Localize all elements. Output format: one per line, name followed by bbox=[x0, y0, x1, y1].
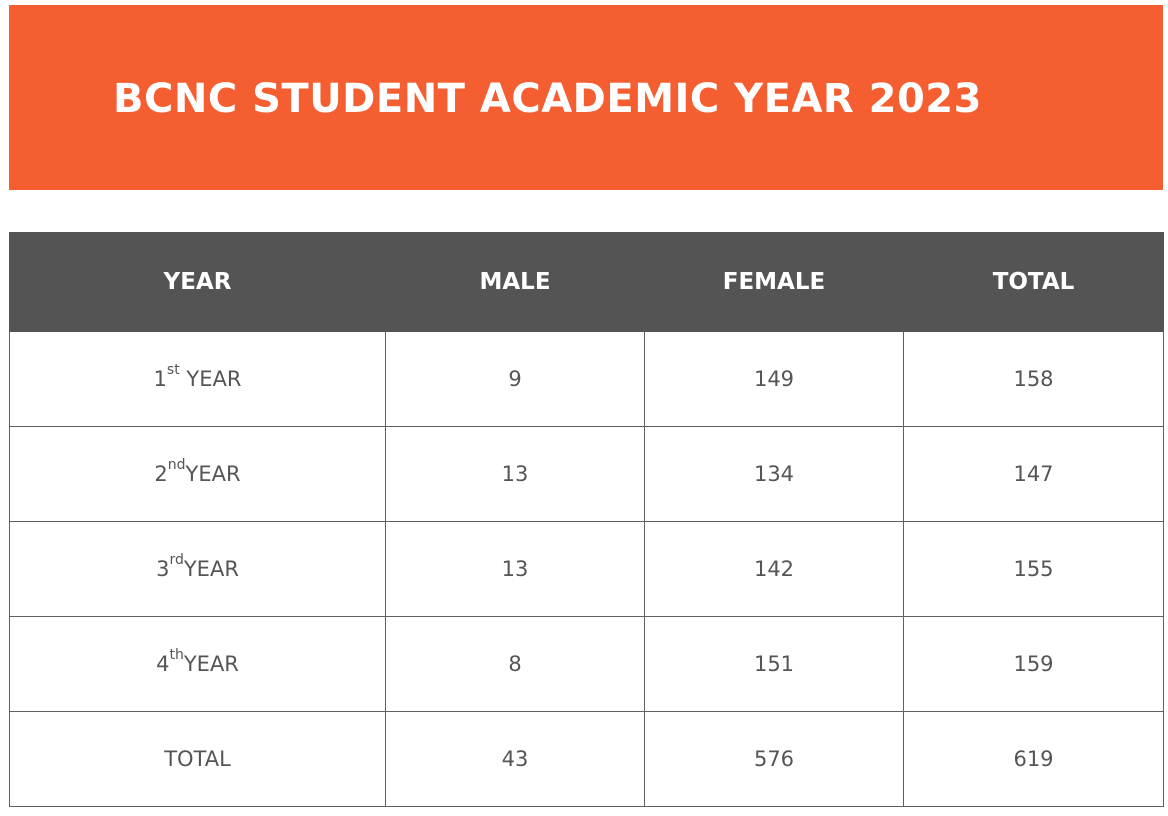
year-cell bbox=[10, 332, 386, 427]
year-number: 4 bbox=[156, 652, 170, 676]
table-row bbox=[10, 332, 1164, 427]
year-label: YEAR bbox=[183, 652, 239, 676]
column-header-year: YEAR bbox=[10, 233, 386, 332]
total-count-cell: 155 bbox=[904, 522, 1164, 617]
year-number: 1 bbox=[153, 367, 167, 391]
table-body bbox=[10, 332, 1164, 807]
table-row bbox=[10, 522, 1164, 617]
year-number: 3 bbox=[156, 557, 170, 581]
total-count-cell: 159 bbox=[904, 617, 1164, 712]
year-cell bbox=[10, 522, 386, 617]
total-count-cell: 158 bbox=[904, 332, 1164, 427]
year-cell bbox=[10, 617, 386, 712]
table-row bbox=[10, 427, 1164, 522]
year-number: 2 bbox=[154, 462, 168, 486]
year-label: YEAR bbox=[183, 557, 239, 581]
totals-label-cell: TOTAL bbox=[10, 712, 386, 807]
ordinal-suffix: th bbox=[169, 647, 184, 663]
ordinal-suffix: st bbox=[166, 362, 180, 378]
table-row bbox=[10, 617, 1164, 712]
column-header-total: TOTAL bbox=[904, 233, 1164, 332]
male-count-cell: 13 bbox=[386, 522, 645, 617]
ordinal-suffix: rd bbox=[169, 552, 184, 568]
male-count-cell: 8 bbox=[386, 617, 645, 712]
column-header-male: MALE bbox=[386, 233, 645, 332]
table-header bbox=[10, 233, 1164, 332]
female-count-cell: 151 bbox=[645, 617, 904, 712]
column-header-female: FEMALE bbox=[645, 233, 904, 332]
female-total-cell: 576 bbox=[645, 712, 904, 807]
totals-row bbox=[10, 712, 1164, 807]
year-cell bbox=[10, 427, 386, 522]
female-count-cell: 142 bbox=[645, 522, 904, 617]
male-count-cell: 13 bbox=[386, 427, 645, 522]
ordinal-suffix: nd bbox=[167, 457, 186, 473]
year-label: YEAR bbox=[186, 367, 242, 391]
grand-total-cell: 619 bbox=[904, 712, 1164, 807]
student-statistics-table bbox=[9, 232, 1164, 807]
year-label: YEAR bbox=[185, 462, 241, 486]
total-count-cell: 147 bbox=[904, 427, 1164, 522]
header-row bbox=[10, 233, 1164, 332]
female-count-cell: 134 bbox=[645, 427, 904, 522]
title-banner bbox=[9, 5, 1163, 190]
male-total-cell: 43 bbox=[386, 712, 645, 807]
female-count-cell: 149 bbox=[645, 332, 904, 427]
page-title: BCNC STUDENT ACADEMIC YEAR 2023 bbox=[113, 76, 982, 122]
male-count-cell: 9 bbox=[386, 332, 645, 427]
